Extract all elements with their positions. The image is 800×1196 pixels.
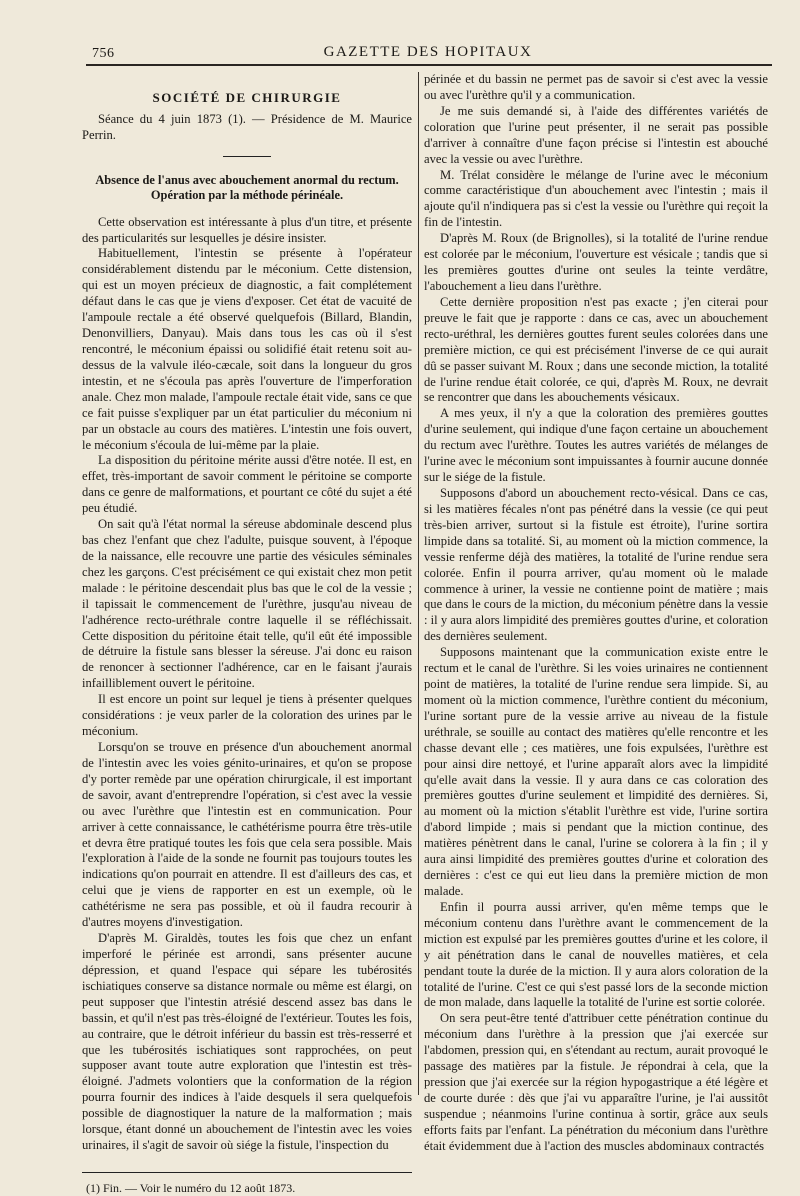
paragraph: Enfin il pourra aussi arriver, qu'en même temps que le méconium contenu dans l'urèthre avant le commencement de la miction est expulsé par les premières gouttes d'urine et les colore, il y ait pénétration dans le canal de nouvelles matières, et cela pendant toute la durée de la miction. Il y aura alors coloration de la totalité de l'urine. C'est ce qui s'est passé lors de la seconde miction de mon malade, dans laquelle la totalité de l'urine est sortie colorée. xyxy=(424,899,768,1010)
journal-title: GAZETTE DES HOPITAUX xyxy=(323,44,533,60)
left-column xyxy=(82,72,412,1196)
paragraph: A mes yeux, il n'y a que la coloration des premières gouttes d'urine seulement, qui indique d'une façon certaine un abouchement du rectum avec l'urèthre. Toutes les autres variétés de mélanges de l'urine avec le méconium sont impuissantes à fournir aucune donnée sur le siége de la fistule. xyxy=(424,406,768,485)
paragraph: Cette dernière proposition n'est pas exacte ; j'en citerai pour preuve le fait que je rapporte : dans ce cas, avec un abouchement recto-uréthral, les dernières gouttes furent seules colorées dans une première miction, ce qui est précisément l'inverse de ce qui aurait dû se passer suivant M. Roux ; dans une seconde miction, la totalité de l'urine rendue était colorée, ce qui, d'après M. Roux, ne devrait se rencontrer que dans les abouchements vésicaux. xyxy=(424,294,768,405)
paragraph: Habituellement, l'intestin se présente à l'opérateur considérablement distendu par le méconium. Cette distension, qui est un moyen précieux de diagnostic, a fait complétement défaut dans le cas que je viens d'exposer. Cet état de vacuité de l'ampoule rectale a été observé quelquefois (Billard, Blandin, Denonvilliers, Danyau). Mais dans tous les cas où il s'est rencontré, le méconium épaissi ou solidifié était retenu soit au-dessus de la valvule iléo-cæcale, soit dans la longueur du gros intestin, et ne s'écoula pas après l'ouverture de l'imperforation anale. Chez mon malade, l'ampoule rectale était vide, sans ce que ce fait puisse s'expliquer par un état particulier du méconium ni par un obstacle au cours des matières. L'intestin une fois ouvert, le méconium s'écoula de lui-même par la plaie. xyxy=(82,246,412,452)
paragraph: Supposons maintenant que la communication existe entre le rectum et le canal de l'urèthre. Si les voies urinaires ne contiennent point de matières, la totalité de l'urine rendue sera limpide. Si, au moment où la miction commence, l'urèthre contient du méconium, l'urine sortant pure de la vessie arrive au niveau de la fistule uréthrale, se souille au contact des matières qu'elle rencontre et les chasse devant elle ; ces matières, une fois expulsées, l'urèthre est pour ainsi dire nettoyé, et l'urine apparaît alors avec la limpidité qu'elle avait dans la vessie. Il y aura dans ce cas coloration des premières gouttes d'urine seulement et limpidité des dernières. Si, au moment où la miction s'établit l'urèthre est vide, l'urine sortira d'abord limpide ; mais si pendant que la miction continue, des matières pénètrent dans le canal, l'urine se colorera à la fin ; il y aura ainsi limpidité des premières gouttes d'urine et coloration des dernières : c'est ce qui eut lieu dans la première miction de mon malade. xyxy=(424,645,768,899)
footnote-rule xyxy=(82,1172,412,1173)
paragraph: Je me suis demandé si, à l'aide des différentes variétés de coloration que l'urine peut présenter, il ne serait pas possible d'arriver à connaître d'une façon précise si l'intestin est abouché avec la vessie ou avec l'urèthre. xyxy=(424,103,768,166)
right-column xyxy=(424,72,768,1155)
header-rule xyxy=(86,64,772,66)
article-title: Absence de l'anus avec abouchement anormal du rectum. Opération par la méthode périnéale. xyxy=(95,172,399,202)
paragraph: Cette observation est intéressante à plus d'un titre, et présente des particularités sur lesquelles je désire insister. xyxy=(82,214,412,245)
seance-line: Séance du 4 juin 1873 (1). — Présidence de M. Maurice Perrin. xyxy=(82,112,412,142)
paragraph: Lorsqu'on se trouve en présence d'un abouchement anormal de l'intestin avec les voies génito-urinaires, et qu'on se propose d'y porter remède par une opération chirurgicale, il est important de savoir, avant d'entreprendre l'opération, si c'est avec la vessie ou avec l'urèthre que l'intestin est en communication. Pour arriver à cette connaissance, le cathétérisme pourra être très-utile et devra être pratiqué toutes les fois que cela sera possible. Mais l'exploration à l'aide de la sonde ne fournit pas toujours toutes les indications qu'on pourrait en attendre. Il est d'ailleurs des cas, et celui que je viens de rapporter en est un exemple, où le cathétérisme ne sera pas possible, et où il faudra recourir à d'autres moyens d'investigation. xyxy=(82,740,412,930)
paragraph: D'après M. Roux (de Brignolles), si la totalité de l'urine rendue est colorée par le méconium, l'ouverture est vésicale ; tandis que si les premières gouttes d'urine ont seules la teinte verdâtre, l'abouchement a lieu dans l'urèthre. xyxy=(424,231,768,293)
footnote: (1) Fin. — Voir le numéro du 12 août 1873. xyxy=(86,1180,296,1195)
page-header xyxy=(86,44,770,66)
paragraph: On sait qu'à l'état normal la séreuse abdominale descend plus bas chez l'enfant que chez l'adulte, puisque souvent, à l'époque de la naissance, elle recouvre une partie des vésicules séminales chez les garçons. C'est précisément ce qui existait chez mon petit malade : le péritoine descendait plus bas que le col de la vessie ; il tapissait le commencement de l'urèthre, jusqu'au niveau de l'adhérence recto-uréthrale contre laquelle il se réfléchissait. Cette disposition du péritoine était telle, qu'il eût été impossible de détruire la fistule sans blesser la séreuse. J'ai donc eu raison de renoncer à sectionner l'adhérence, car en le faisant j'aurais infailliblement ouvert le péritoine. xyxy=(82,517,412,691)
paragraph: La disposition du péritoine mérite aussi d'être notée. Il est, en effet, très-important de savoir comment le péritoine se comporte dans ce genre de malformations, et pourtant ce côté du sujet a été peu étudié. xyxy=(82,453,412,516)
column-divider xyxy=(418,72,419,1095)
paragraph: D'après M. Giraldès, toutes les fois que chez un enfant imperforé le périnée est arrondi, sans présenter aucune dépression, et quand l'espace qui sépare les tubérosités ischiatiques conserve sa distance normale ou même est élargi, on peut supposer que l'intestin atrésié descend assez bas dans le bassin, et qu'il n'est pas très-éloigné de l'extérieur. Toutes les fois, au contraire, que le détroit inférieur du bassin est très-resserré et que les tubérosités ischiatiques sont rapprochées, on peut supposer avant toute autre exploration que l'intestin est très-éloigné. J'admets volontiers que la conformation de la région pourra fournir des indices à l'aide desquels il sera quelquefois possible de diagnostiquer la nature de la malformation ; mais lorsque, étant donné un abouchement de l'intestin avec les voies urinaires, il s'agit de savoir où siége la fistule, l'inspection du xyxy=(82,931,412,1153)
paragraph: M. Trélat considère le mélange de l'urine avec le méconium comme caractéristique d'un abouchement avec l'intestin ; mais il ajoute qu'il n'indiquera pas si c'est la vessie ou l'urèthre qui reçoit la fin de l'intestin. xyxy=(424,167,768,230)
paragraph: Supposons d'abord un abouchement recto-vésical. Dans ce cas, si les matières fécales n'ont pas pénétré dans la vessie (ce qui peut très-bien arriver, surtout si la fistule est étroite), l'urine sortira limpide dans sa totalité. Si, au moment où la miction commence, la vessie renferme déjà des matières, la totalité de l'urine rendue sera colorée. Enfin il pourra arriver, qu'au moment où le malade commence à uriner, la vessie ne contienne point de matière ; mais que dans le cours de la miction, du méconium pénètre dans la vessie : il y aura alors limpidité des premières gouttes d'urine, et coloration des dernières seulement. xyxy=(424,485,768,644)
page-number: 756 xyxy=(92,46,115,61)
paragraph: Il est encore un point sur lequel je tiens à présenter quelques considérations : je veux parler de la coloration des urines par le méconium. xyxy=(82,692,412,739)
short-divider xyxy=(223,156,271,157)
paragraph: périnée et du bassin ne permet pas de savoir si c'est avec la vessie ou avec l'urèthre qu'il y a communication. xyxy=(424,72,768,102)
paragraph: On sera peut-être tenté d'attribuer cette pénétration continue du méconium dans l'urèthre à la pression que j'ai exercée sur l'abdomen, pression qui, en s'étendant au rectum, aurait provoqué le passage des matières par la fistule. Je répondrai à cela, que la pression que j'ai exercée sur la région hypogastrique a été légère et de courte durée : dès que j'ai vu apparaître l'urine, je l'ai aussitôt suspendue ; néanmoins l'urine continua à sortir, grâce aux seuls efforts faits par l'enfant. La pénétration du méconium dans l'urèthre était évidemment due à l'action des muscles abdominaux contractés xyxy=(424,1011,768,1153)
section-title: SOCIÉTÉ DE CHIRURGIE xyxy=(152,90,342,105)
